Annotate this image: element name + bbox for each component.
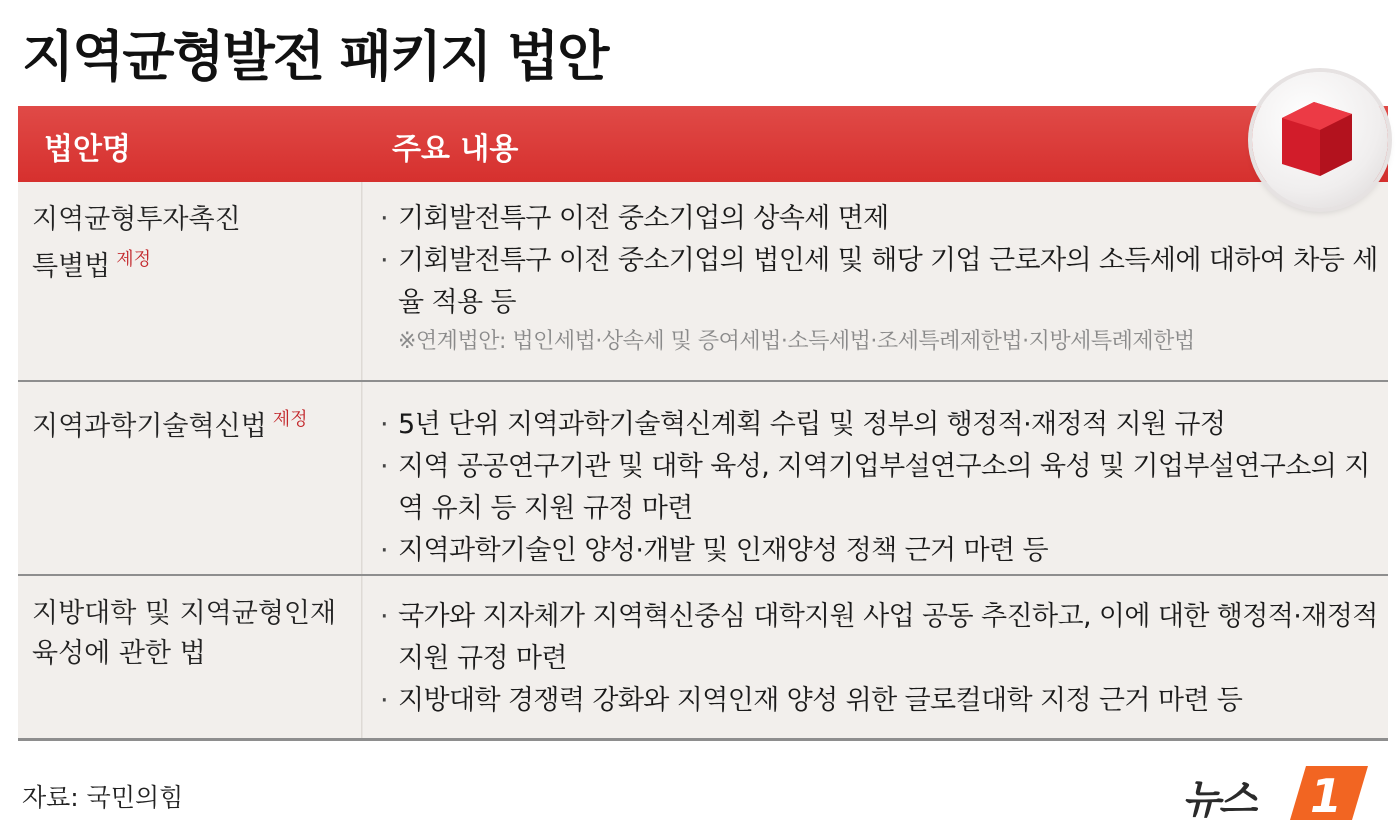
page-title: 지역균형발전 패키지 법안	[22, 25, 608, 88]
table-header	[18, 106, 1388, 182]
header-law-name: 법안명	[44, 132, 131, 167]
law-status-tag: 제정	[272, 409, 308, 430]
law-name-line: 육성에 관한 법	[32, 638, 206, 669]
table-row	[18, 576, 1388, 738]
law-name-line: 지방대학 및 지역균형인재	[32, 598, 337, 629]
logo-text: 뉴스	[1182, 777, 1256, 823]
law-table	[18, 106, 1388, 740]
law-status-tag: 제정	[116, 249, 152, 270]
list-item: · 5년 단위 지역과학기술혁신계획 수립 및 정부의 행정적·재정적 지원 규정	[378, 404, 1378, 446]
content-list	[378, 596, 1378, 722]
logo-numeral: 1	[1309, 769, 1343, 823]
table-row	[18, 182, 1388, 380]
law-name	[32, 200, 354, 287]
table-row	[18, 382, 1388, 572]
list-item: · 기회발전특구 이전 중소기업의 법인세 및 해당 기업 근로자의 소득세에 대하여 차등 세율 적용 등	[378, 240, 1378, 324]
red-cube-icon	[1252, 72, 1388, 208]
source-credit: 자료: 국민의힘	[22, 783, 184, 812]
news1-logo	[1182, 762, 1382, 824]
list-item: · 지역 공공연구기관 및 대학 육성, 지역기업부설연구소의 육성 및 기업부설연구소의 지역 유치 등 지원 규정 마련	[378, 446, 1378, 530]
list-item: · 국가와 지자체가 지역혁신중심 대학지원 사업 공동 추진하고, 이에 대한 행정적·재정적 지원 규정 마련	[378, 596, 1378, 680]
content-list	[378, 404, 1378, 572]
list-item: · 지방대학 경쟁력 강화와 지역인재 양성 위한 글로컬대학 지정 근거 마련 등	[378, 680, 1378, 722]
list-item: · 지역과학기술인 양성·개발 및 인재양성 정책 근거 마련 등	[378, 530, 1378, 572]
law-name-line: 지역균형투자촉진	[32, 204, 241, 235]
logo-numeral-badge	[1282, 762, 1372, 824]
related-laws-note: ※연계법안: 법인세법·상속세 및 증여세법·소득세법·조세특례제한법·지방세특례제한법	[398, 329, 1195, 354]
table-bottom-rule	[18, 738, 1388, 741]
list-item: · 기회발전특구 이전 중소기업의 상속세 면제	[378, 198, 1378, 240]
law-name-line: 특별법	[32, 251, 111, 282]
law-name	[32, 594, 354, 674]
law-name	[32, 400, 354, 447]
header-content: 주요 내용	[392, 132, 519, 167]
content-list	[378, 198, 1378, 360]
law-name-line: 지역과학기술혁신법	[32, 411, 267, 442]
